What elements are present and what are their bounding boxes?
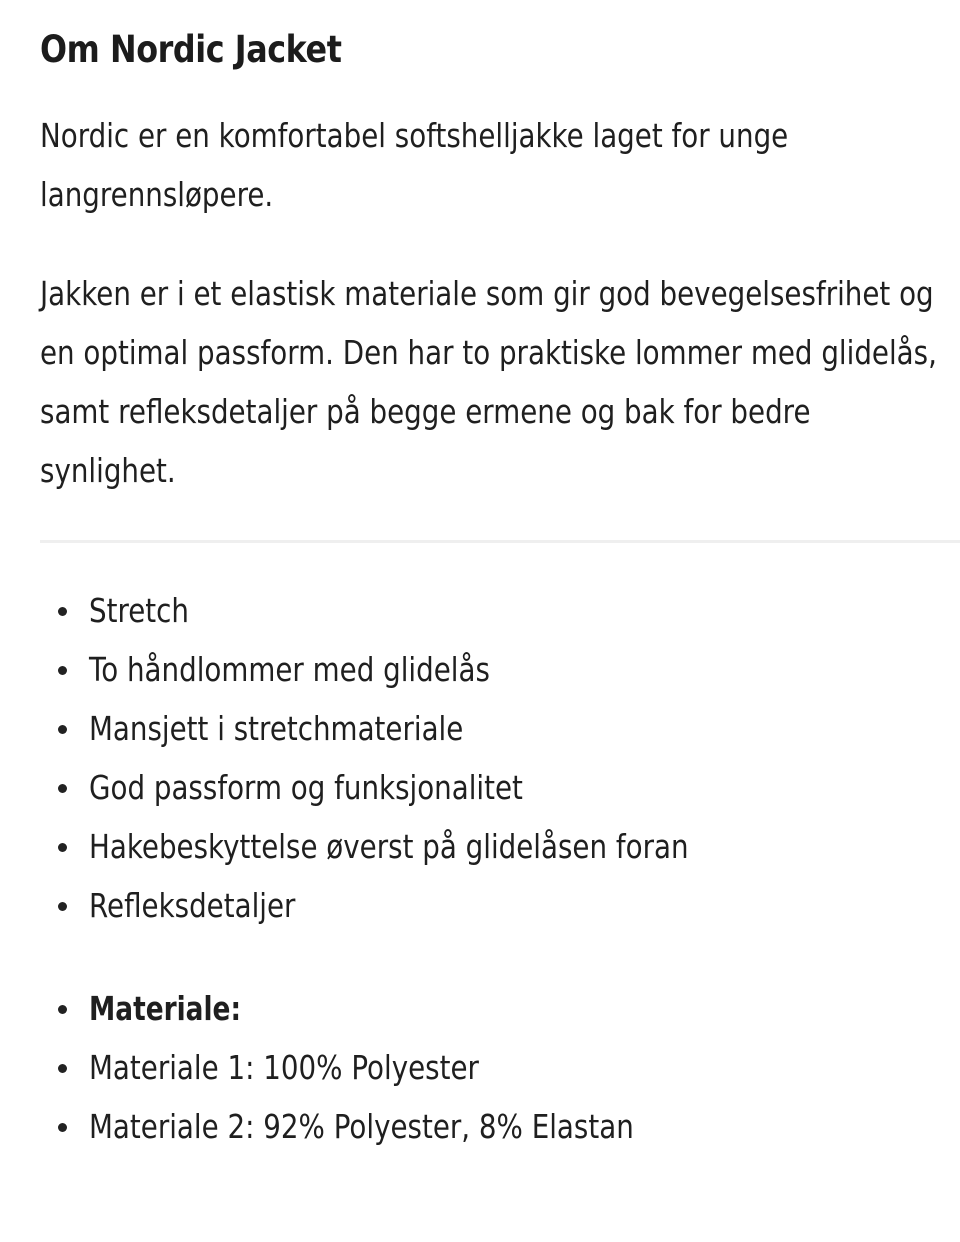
feature-text: Hakebeskyttelse øverst på glidelåsen foran <box>89 827 689 866</box>
bullet-icon <box>58 725 67 734</box>
feature-text: Mansjett i stretchmateriale <box>89 709 464 748</box>
bullet-icon <box>58 843 67 852</box>
bullet-icon <box>58 1005 67 1014</box>
bullet-icon <box>58 607 67 616</box>
section-divider <box>40 540 960 543</box>
feature-text: Refleksdetaljer <box>89 886 296 925</box>
material-text: Materiale 2: 92% Polyester, 8% Elastan <box>89 1107 634 1146</box>
feature-text: Stretch <box>89 591 189 630</box>
intro-paragraph: Nordic er en komfortabel softshelljakke laget for unge langrennsløpere. <box>40 116 789 214</box>
feature-text: To håndlommer med glidelås <box>89 650 490 689</box>
feature-text: God passform og funksjonalitet <box>89 768 523 807</box>
materials-heading: Materiale: <box>89 989 242 1028</box>
material-text: Materiale 1: 100% Polyester <box>89 1048 479 1087</box>
section-title: Om Nordic Jacket <box>40 28 342 71</box>
bullet-icon <box>58 902 67 911</box>
detail-paragraph: Jakken er i et elastisk materiale som gir god bevegelsesfrihet og en optimal passform. Den har to praktiske lommer med glidelås, samt refleksdetaljer på begge ermene og bak for bedre synlighet. <box>40 274 937 490</box>
bullet-icon <box>58 1064 67 1073</box>
bullet-icon <box>58 666 67 675</box>
bullet-icon <box>58 784 67 793</box>
bullet-icon <box>58 1123 67 1132</box>
